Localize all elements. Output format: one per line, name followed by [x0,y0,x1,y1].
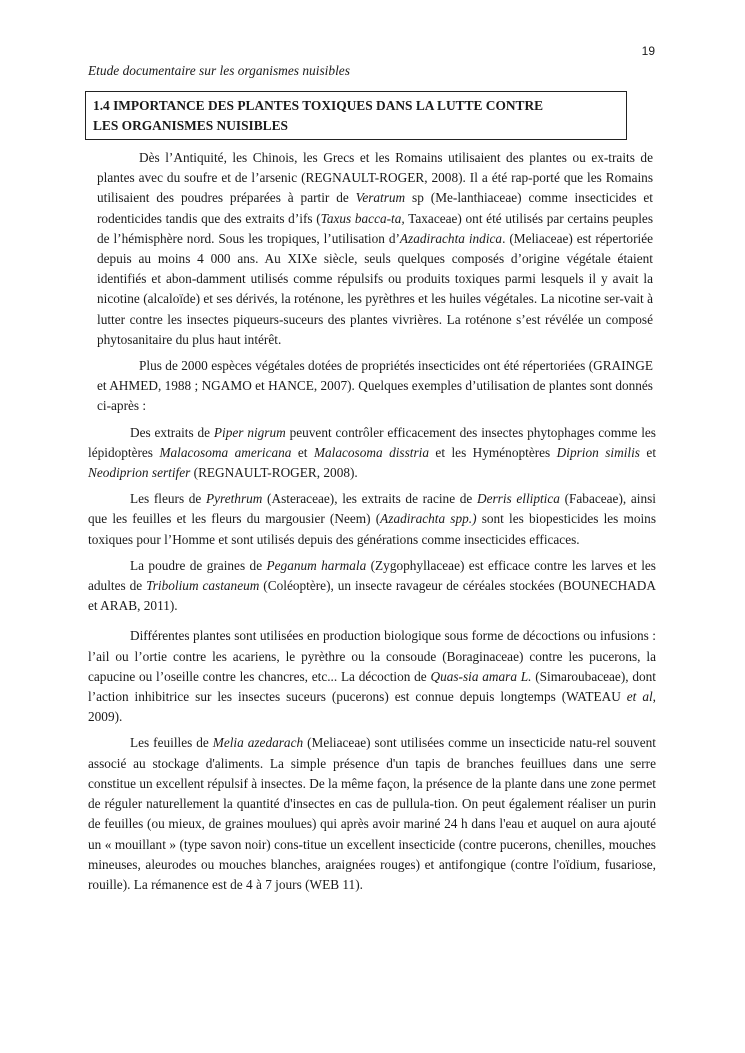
species-name: Piper nigrum [213,424,286,440]
species-name: Malacosoma disstria [313,444,429,460]
text-segment: et les Hyménoptères [428,444,557,460]
text-segment: et [639,444,657,460]
body-text [88,148,656,901]
text-segment: sp (Me-lanthiaceae) comme insecticides et rodenticides tandis que des extraits d’ifs ( [97,190,653,226]
section-title-box [85,91,627,140]
species-name: Taxus bacca-ta, [320,210,405,226]
species-name: Azadirachta indica [399,230,503,246]
paragraph-species-count [97,356,653,417]
text-segment: (Zygophyllaceae) est efficace contre les larves et les adultes de [88,557,656,594]
species-name: Veratrum [355,190,406,206]
text-segment: (Asteraceae), les extraits de racine de [262,491,477,507]
paragraph-piper-nigrum [88,423,656,484]
text-segment: (REGNAULT-ROGER, 2008). [190,465,358,481]
text-segment: Les feuilles de [130,735,213,751]
text-segment: et [291,444,314,460]
text-segment: Dès l’Antiquité, les Chinois, les Grecs et les Romains utilisaient des plantes ou ex-traits de plantes avec du soufre et de l’arsenic (REGNAULT-ROGER, 2008). Il a été rap-porté que les Romains utilisaient des poudres préparées à partir de [97,150,653,206]
page-number: 19 [641,44,655,58]
citation-et-al: et al [626,689,653,705]
text-segment: sont les biopesticides les moins toxiques pour l’Homme et sont utilisés depuis des générations comme insecticides efficaces. [88,511,657,547]
species-name: Malacosoma americana [159,444,292,460]
text-segment: Taxaceae) ont été utilisés par certains peuples de l’hémisphère nord. Sous les tropiques, l’utilisation d’ [97,210,653,246]
text-segment: Plus de 2000 espèces végétales dotées de propriétés insecticides ont été répertoriées (GRAINGE et AHMED, 1988 ; NGAMO et HANCE, 2007). Quelques exemples d’utilisation de plantes sont donnés ci-après : [97,358,653,414]
species-name: Melia azedarach [212,735,304,751]
section-title-line-2: LES ORGANISMES NUISIBLES [93,118,288,133]
text-segment: (Meliaceae) sont utilisées comme un insecticide natu-rel souvent associé au stockage d'aliments. La simple présence d'un tapis de branches feuillues dans une serre constitue un excellent répulsif à insectes. De la même façon, la présence de la plante dans une zone permet de réguler naturellement la quantité d'insectes en cas de pullula-tion. On peut également réaliser un purin de feuilles (ou mieux, de graines moulues) qui après avoir mariné 24 h dans l'eau et auquel on aura ajouté un « mouillant » (type savon noir) cons-titue un excellent insecticide (contre pucerons, chenilles, mouches mineuses, aleurodes ou mouches blanches, araignées rouges) et antifongique (contre l'oïdium, fusariose, rouille). La rémanence est de 4 à 7 jours (WEB 11). [88,735,656,892]
text-segment: Les fleurs de [130,491,206,507]
paragraph-melia-azedarach [88,733,656,895]
paragraph-peganum-harmala [88,556,656,617]
text-segment: Des extraits de [130,424,214,440]
text-segment: (Simaroubaceae), dont l’action inhibitrice sur les insectes suceurs (pucerons) est connue depuis longtemps (WATEAU [88,668,656,705]
text-segment: Différentes plantes sont utilisées en production biologique sous forme de décoctions ou infusions : l’ail ou l’ortie contre les acariens, le pyrèthre ou la consoude (Boraginaceae) contre les pucerons, la capucine ou l’oseille contre les chancres, etc... La décoction de [88,628,656,684]
species-name: Peganum harmala [266,557,367,573]
text-segment: (Fabaceae), ainsi que les feuilles et les fleurs du margousier (Neem) ( [88,491,656,527]
text-segment: . (Meliaceae) est répertoriée depuis au moins 4 000 ans. Au XIXe siècle, seuls quelques composés d’origine végétale étaient identifiés et abon-damment utilisés comme répulsifs ou produits toxiques parmi lesquels il y avait la nicotine (alcaloïde) et ses dérivés, la roténone, les pyrèthres et les huiles végétales. La nicotine ser-vait à lutter contre les insectes piqueurs-suceurs des plantes vivrières. La roténone s’est révélée un composé phytosanitaire du plus haut intérêt. [97,230,653,347]
species-name: Neodiprion sertifer [88,465,191,481]
text-segment: (Coléoptère), un insecte ravageur de céréales stockées (BOUNECHADA et ARAB, 2011). [88,578,656,614]
species-name: Tribolium castaneum [146,578,260,594]
species-name: Azadirachta spp.) [380,511,477,527]
species-name: Pyrethrum [206,491,263,507]
species-name: Quas-sia amara L. [430,668,532,684]
text-segment: , 2009). [88,689,656,725]
section-title-line-1: 1.4 IMPORTANCE DES PLANTES TOXIQUES DANS LA LUTTE CONTRE [93,98,544,113]
text-segment: La poudre de graines de [130,557,267,573]
running-header: Etude documentaire sur les organismes nuisibles [88,63,350,78]
species-name: Derris elliptica [476,491,560,507]
paragraph-antiquity [97,148,653,350]
paragraph-pyrethrum [88,489,656,550]
paragraph-decoctions [88,626,656,727]
text-segment: peuvent contrôler efficacement des insectes phytophages comme les lépidoptères [88,424,656,460]
species-name: Diprion similis [556,444,640,460]
